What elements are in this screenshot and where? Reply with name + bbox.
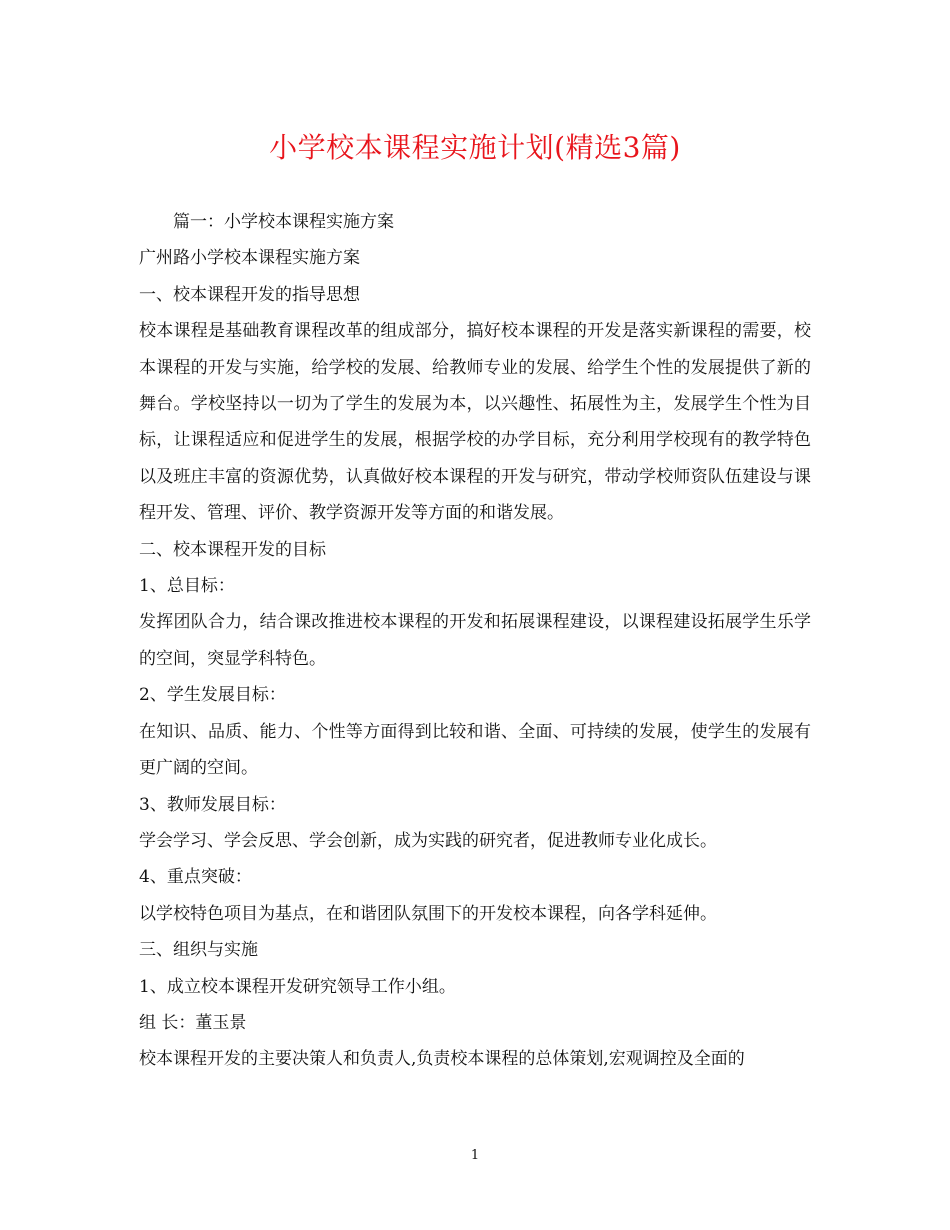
section-heading-goals: 二、校本课程开发的目标 <box>139 539 326 560</box>
paragraph-overall-goal: 发挥团队合力，结合课改推进校本课程的开发和拓展课程建设，以课程建设拓展学生乐学的空间，突显学科特色。 <box>139 612 811 669</box>
subheading-student-goal: 2、学生发展目标： <box>139 685 286 706</box>
subheading-teacher-goal: 3、教师发展目标： <box>139 794 286 815</box>
paragraph-key-breakthrough: 以学校特色项目为基点，在和谐团队氛围下的开发校本课程，向各学科延伸。 <box>139 903 717 924</box>
page-number: 1 <box>470 1148 480 1163</box>
document-title: 小学校本课程实施计划(精选3篇) <box>269 131 681 164</box>
paragraph-team-setup: 1、成立校本课程开发研究领导工作小组。 <box>139 976 456 997</box>
paragraph-team-leader: 组 长：董玉景 <box>139 1012 247 1033</box>
subheading-overall-goal: 1、总目标： <box>139 576 235 597</box>
paragraph-student-goal: 在知识、品质、能力、个性等方面得到比较和谐、全面、可持续的发展，使学生的发展有更广阔的空间。 <box>139 721 811 779</box>
section-heading-organization: 三、组织与实施 <box>139 940 258 961</box>
section-heading-part-one: 篇一：小学校本课程实施方案 <box>173 212 394 232</box>
subheading-key-breakthrough: 4、重点突破： <box>139 867 252 888</box>
paragraph-teacher-goal: 学会学习、学会反思、学会创新，成为实践的研究者，促进教师专业化成长。 <box>139 830 717 851</box>
section-heading-guiding-thought: 一、校本课程开发的指导思想 <box>139 284 360 305</box>
paragraph-leader-duties: 校本课程开发的主要决策人和负责人,负责校本课程的总体策划,宏观调控及全面的 <box>139 1049 745 1070</box>
paragraph-guiding-thought: 校本课程是基础教育课程改革的组成部分，搞好校本课程的开发是落实新课程的需要，校本课程的开发与实施，给学校的发展、给教师专业的发展、给学生个性的发展提供了新的舞台。学校坚持以一切为了学生的发展为本，以兴趣性、拓展性为主，发展学生个性为目标，让课程适应和促进学生的发展，根据学校的办学目标，充分利用学校现有的教学特色以及班庄丰富的资源优势，认真做好校本课程的开发与研究，带动学校师资队伍建设与课程开发、管理、评价、教学资源开发等方面的和谐发展。 <box>139 321 811 524</box>
plan-title: 广州路小学校本课程实施方案 <box>139 248 360 269</box>
document-body <box>139 204 811 1078</box>
